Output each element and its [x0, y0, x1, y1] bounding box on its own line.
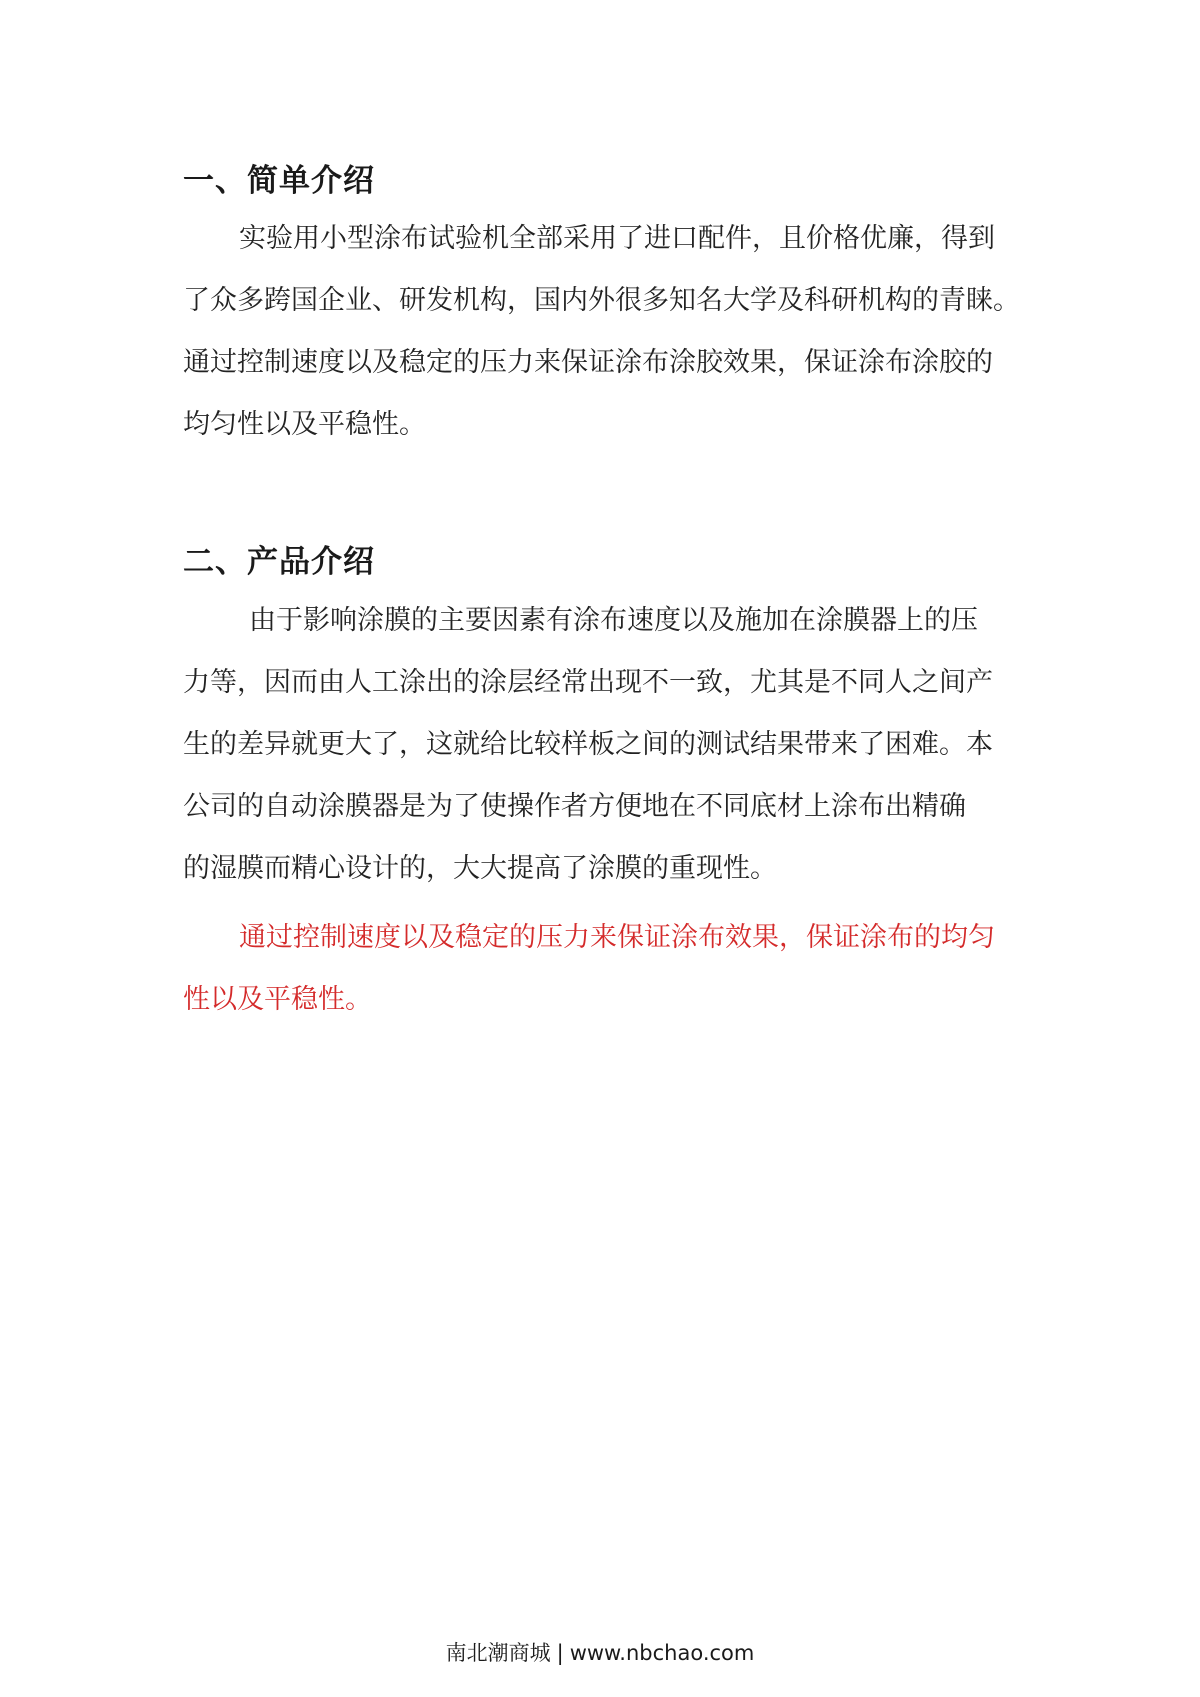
paragraph-line: 力等，因而由人工涂出的涂层经常出现不一致，尤其是不同人之间产: [183, 667, 993, 698]
section-heading-product: 二、产品介绍: [183, 544, 375, 580]
paragraph-line: 实验用小型涂布试验机全部采用了进口配件，且价格优廉，得到: [239, 223, 995, 254]
paragraph-line: 均匀性以及平稳性。: [183, 409, 426, 440]
intro-paragraph: [183, 208, 1023, 456]
footer-url-link[interactable]: www.nbchao.com: [569, 1641, 755, 1665]
page-footer: [0, 1637, 1200, 1667]
section-heading-intro: 一、简单介绍: [183, 163, 375, 199]
paragraph-line: 了众多跨国企业、研发机构，国内外很多知名大学及科研机构的青睐。: [183, 285, 1020, 316]
highlight-line: 性以及平稳性。: [183, 984, 372, 1015]
highlight-line: 通过控制速度以及稳定的压力来保证涂布效果，保证涂布的均匀: [239, 922, 995, 953]
product-paragraph: [183, 590, 1023, 900]
paragraph-line: 公司的自动涂膜器是为了使操作者方便地在不同底材上涂布出精确: [183, 791, 966, 822]
paragraph-line: 由于影响涂膜的主要因素有涂布速度以及施加在涂膜器上的压: [249, 605, 978, 636]
footer-separator: |: [556, 1641, 564, 1665]
highlight-paragraph: [183, 907, 1023, 1031]
paragraph-line: 的湿膜而精心设计的，大大提高了涂膜的重现性。: [183, 853, 777, 884]
paragraph-line: 生的差异就更大了，这就给比较样板之间的测试结果带来了困难。本: [183, 729, 993, 760]
footer-site-name: 南北潮商城: [445, 1641, 551, 1665]
paragraph-line: 通过控制速度以及稳定的压力来保证涂布涂胶效果，保证涂布涂胶的: [183, 347, 993, 378]
